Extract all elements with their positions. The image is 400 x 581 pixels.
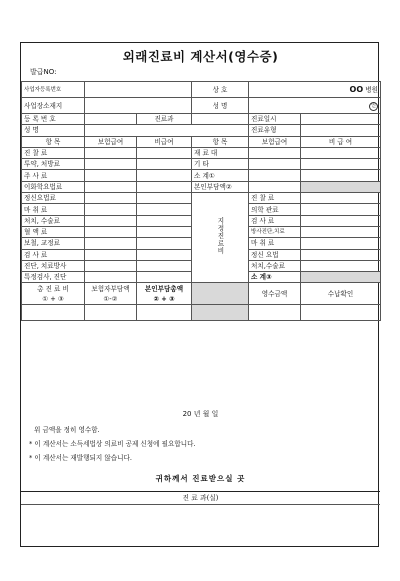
reg-no-label: 등 록 번 호: [22, 114, 85, 125]
seal-icon: 인: [369, 102, 378, 111]
right-item: 소 계①: [192, 170, 249, 181]
visit-date-value: [301, 114, 381, 125]
receipt-table: [21, 81, 381, 321]
receipt-confirm-header: 수납확인: [301, 283, 381, 305]
designated-item: 정신 요법: [249, 249, 301, 260]
hospital-mark: OO: [349, 84, 364, 94]
left-item: 혈 액 료: [22, 226, 85, 237]
designated-item: 의학 관료: [249, 204, 301, 215]
left-item: 처치, 수술료: [22, 215, 85, 226]
dept-value: [192, 114, 249, 125]
reissue-note: * 이 계산서는 재발행되지 않습니다.: [29, 454, 132, 462]
left-item: 특정검사, 진단: [22, 272, 85, 283]
received-amount-header: 영수금액: [249, 283, 301, 305]
left-item: 보철, 교정료: [22, 238, 85, 249]
left-item: 진단, 치료방사: [22, 260, 85, 271]
dept-label: 진료과: [137, 114, 192, 125]
confirm-text: 위 금액을 정히 영수함.: [34, 426, 100, 434]
total-fee-header: 총 진 료 비 ① + ③: [22, 283, 85, 305]
right-item: 본인부담액②: [192, 181, 249, 192]
col-covered2: 보험급여: [249, 136, 301, 147]
col-item: 항 목: [22, 136, 85, 147]
patient-name-label: 성 명: [22, 125, 85, 136]
trade-value-cell: [249, 82, 381, 98]
col-covered: 보험급여: [85, 136, 137, 147]
col-noncovered: 비급여: [137, 136, 192, 147]
reg-no-value: [85, 114, 137, 125]
patient-name-value: [85, 125, 249, 136]
left-item: 투약, 처방료: [22, 159, 85, 170]
left-item: 진 찰 료: [22, 147, 85, 158]
designated-item: 진 찰 료: [249, 193, 301, 204]
visit-type-label: 진료유형: [249, 125, 301, 136]
left-item: 정신요법료: [22, 193, 85, 204]
designated-item: 처치,수술료: [249, 260, 301, 271]
left-item: 이화학요법료: [22, 181, 85, 192]
tax-note: * 이 계산서는 소득세법상 의료비 공제 신청에 필요합니다.: [29, 440, 196, 448]
recipient-dept-label: 진 료 과(실): [21, 492, 380, 505]
visit-date-label: 진료일시: [249, 114, 301, 125]
owner-seal-cell: [249, 98, 381, 114]
designated-item: 마 취 료: [249, 238, 301, 249]
insurer-share-header: 보험자부담액 ①-②: [85, 283, 137, 305]
left-item: 검 사 료: [22, 249, 85, 260]
trade-value: 병원: [365, 85, 378, 94]
col-item2: 항 목: [192, 136, 249, 147]
left-item: 주 사 료: [22, 170, 85, 181]
patient-share-value: [137, 305, 192, 321]
biz-reg-label: 사업자등록번호: [22, 82, 85, 98]
visit-type-value: [301, 125, 381, 136]
patient-share-header: 본인부담총액 ② + ③: [137, 283, 192, 305]
left-item: 마 취 료: [22, 204, 85, 215]
received-amount-value: [249, 305, 301, 321]
issue-number-label: 발급NO:: [30, 68, 57, 76]
owner-name-label: 성 명: [192, 98, 249, 114]
recipient-box: [21, 491, 380, 505]
right-item: 기 타: [192, 159, 249, 170]
designated-fee-label: 지정진료비: [192, 193, 249, 283]
issue-date-line: 20 년 월 일: [182, 410, 219, 418]
col-noncovered2: 비 급 여: [301, 136, 381, 147]
trade-label: 상 호: [192, 82, 249, 98]
biz-addr-label: 사업장소재지: [22, 98, 85, 114]
biz-reg-value: [85, 82, 192, 98]
form-title: 외래진료비 계산서(영수증): [122, 49, 279, 64]
right-item: 재 료 대: [192, 147, 249, 158]
designated-item: 소 계③: [249, 272, 301, 283]
biz-addr-value: [85, 98, 192, 114]
receipt-confirm-value: [301, 305, 381, 321]
designated-item: 검 사 료: [249, 215, 301, 226]
total-fee-value: [22, 305, 85, 321]
receipt-form: [20, 42, 379, 547]
insurer-share-value: [85, 305, 137, 321]
recipient-section-title: 귀하께서 진료받으실 곳: [155, 474, 246, 483]
designated-item: 방사진단,치료: [249, 226, 301, 237]
